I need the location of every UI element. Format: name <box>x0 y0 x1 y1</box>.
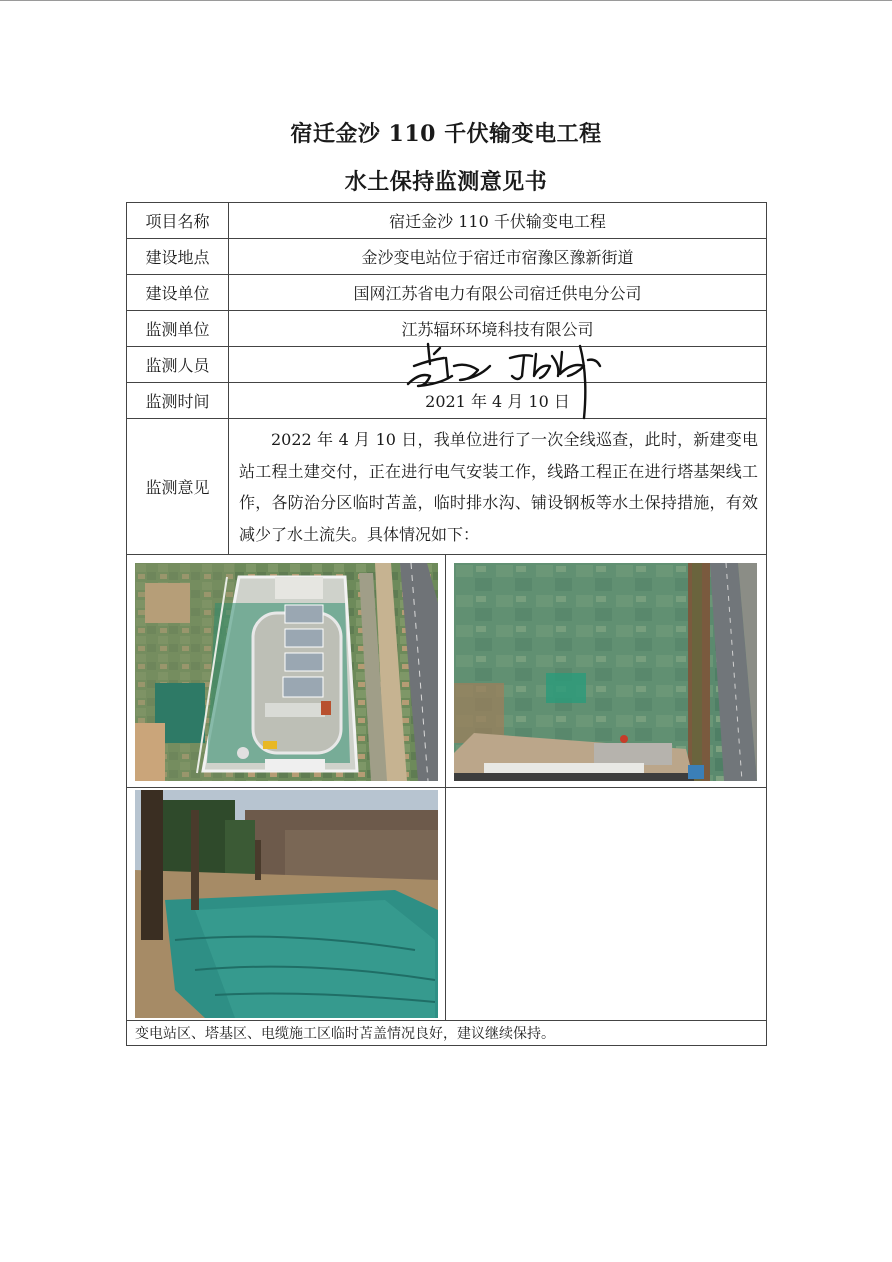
conclusion-note: 变电站区、塔基区、电缆施工区临时苫盖情况良好，建议继续保持。 <box>127 1021 767 1046</box>
document-title: 宿迁金沙 110 千伏输变电工程 <box>290 121 602 147</box>
label-monitor-staff: 监测人员 <box>127 347 229 383</box>
value-location: 金沙变电站位于宿迁市宿豫区豫新街道 <box>229 239 767 275</box>
row-note <box>127 1021 767 1046</box>
photo-cell-2 <box>446 555 767 788</box>
value-monitor-unit: 江苏辐环环境科技有限公司 <box>229 311 767 347</box>
row-photos-1 <box>127 555 767 788</box>
label-monitor-date: 监测时间 <box>127 383 229 419</box>
label-location: 建设地点 <box>127 239 229 275</box>
photo-cell-empty <box>446 788 767 1021</box>
document-subtitle: 水土保持监测意见书 <box>344 169 548 195</box>
tower-base-cover-photo <box>135 790 438 1018</box>
label-builder: 建设单位 <box>127 275 229 311</box>
aerial-field-photo <box>454 563 757 781</box>
row-photos-2 <box>127 788 767 1021</box>
row-project-name <box>127 203 767 239</box>
label-project-name: 项目名称 <box>127 203 229 239</box>
label-monitor-unit: 监测单位 <box>127 311 229 347</box>
label-opinion: 监测意见 <box>127 419 229 555</box>
row-opinion <box>127 419 767 555</box>
value-project-name: 宿迁金沙 110 千伏输变电工程 <box>229 203 767 239</box>
aerial-substation-photo <box>135 563 438 781</box>
value-monitor-date: 2021 年 4 月 10 日 <box>229 383 767 419</box>
value-builder: 国网江苏省电力有限公司宿迁供电分公司 <box>229 275 767 311</box>
row-builder <box>127 275 767 311</box>
row-location <box>127 239 767 275</box>
handwritten-signature <box>400 336 610 422</box>
opinion-text: 2022 年 4 月 10 日，我单位进行了一次全线巡查，此时，新建变电站工程土建交付，正在进行电气安装工作，线路工程正在进行塔基架线工作，各防治分区临时苫盖，临时排水沟、铺设钢板等水土保持措施，有效减少了水土流失。具体情况如下： <box>229 419 767 555</box>
opinion-form-table <box>126 202 767 1046</box>
photo-cell-3 <box>127 788 446 1021</box>
page-top-border <box>0 0 892 1</box>
photo-cell-1 <box>127 555 446 788</box>
